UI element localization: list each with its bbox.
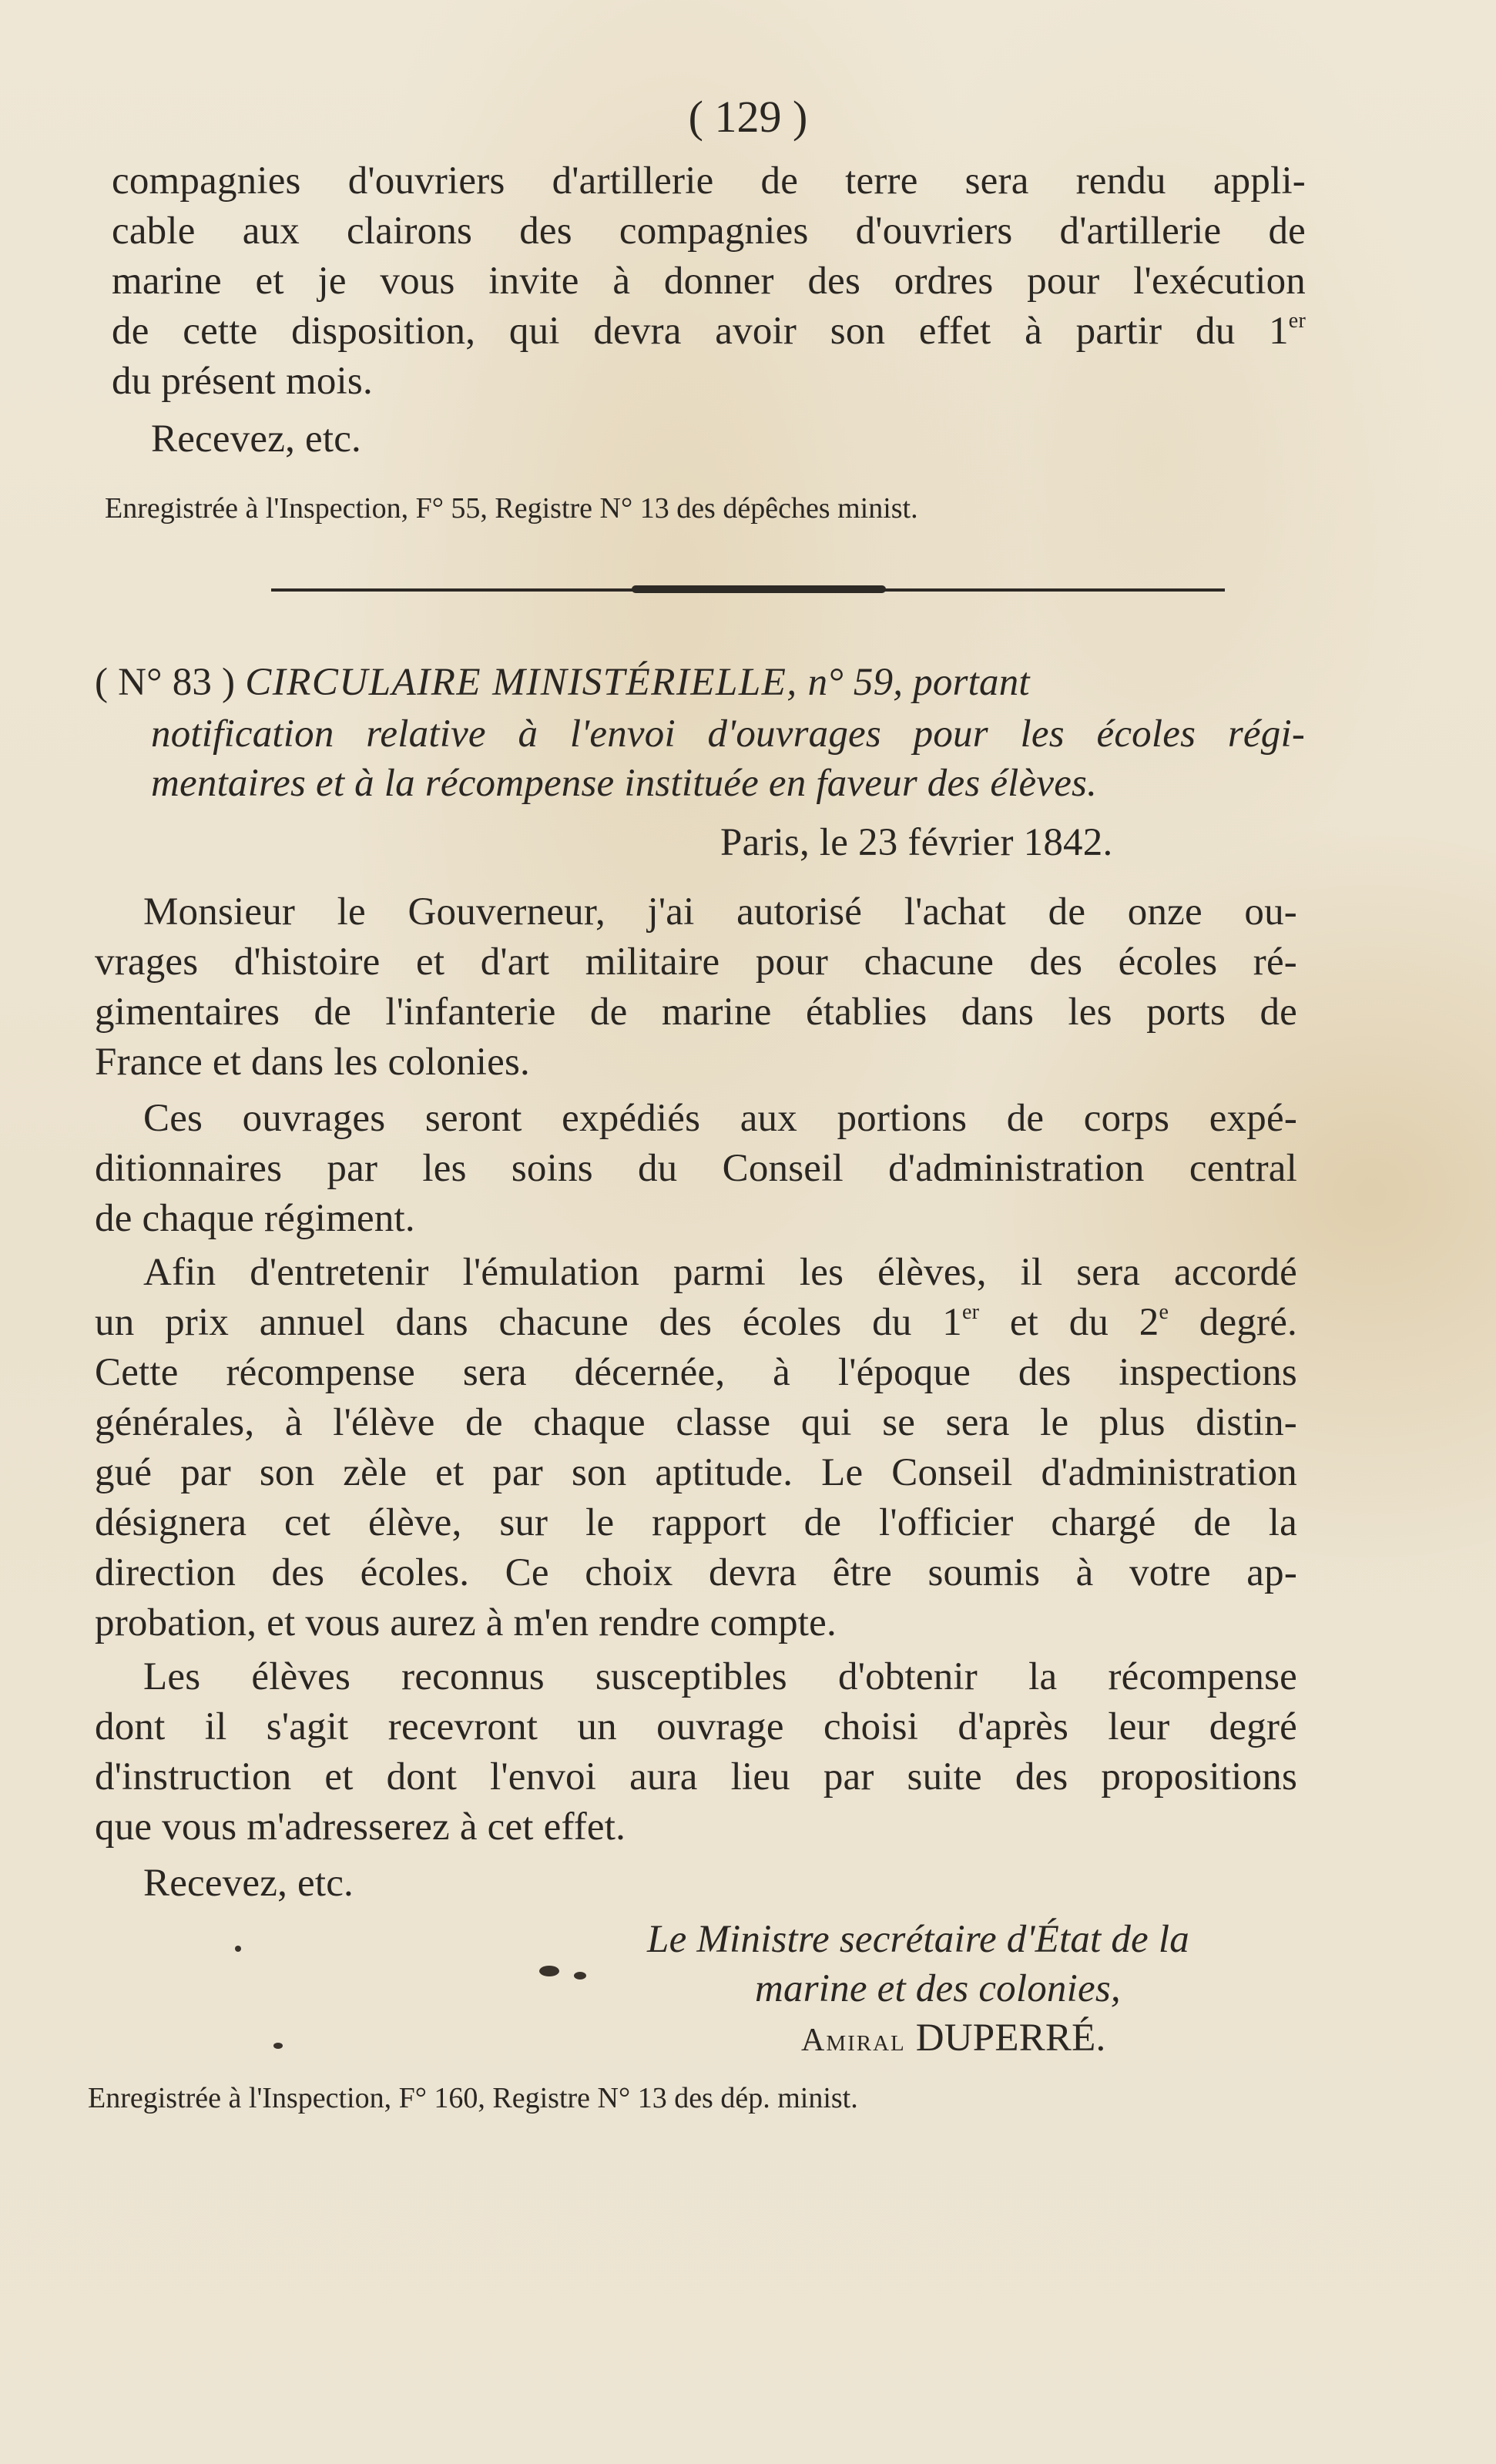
circular-heading-line-1: ( N° 83 ) CIRCULAIRE MINISTÉRIELLE, n° 59, portant — [95, 661, 1030, 704]
p4-line-3: d'instruction et dont l'envoi aura lieu par suite des propositions — [95, 1755, 1297, 1799]
signature-line-2: marine et des colonies, — [755, 1967, 1121, 2010]
p3-line-6: désignera cet élève, sur le rapport de l'officier chargé de la — [95, 1501, 1297, 1544]
registration-note-2: Enregistrée à l'Inspection, F° 160, Registre N° 13 des dép. minist. — [88, 2082, 858, 2114]
continuation-line-1: compagnies d'ouvriers d'artillerie de terre sera rendu appli- — [112, 159, 1306, 203]
signature-line-1: Le Ministre secrétaire d'État de la — [647, 1918, 1189, 1961]
dateline: Paris, le 23 février 1842. — [720, 821, 1113, 864]
p1-line-2: vrages d'histoire et d'art militaire pour chacune des écoles ré- — [95, 940, 1297, 984]
section-divider-ornament — [632, 585, 886, 593]
p3-line-4: générales, à l'élève de chaque classe qui se sera le plus distin- — [95, 1401, 1297, 1444]
p2-line-1: Ces ouvrages seront expédiés aux portions de corps expé- — [143, 1097, 1297, 1140]
circular-title: CIRCULAIRE MINISTÉRIELLE, — [245, 661, 798, 704]
p2-line-2: ditionnaires par les soins du Conseil d'administration central — [95, 1147, 1297, 1190]
p2-line-3: de chaque régiment. — [95, 1197, 415, 1240]
p3-line-1: Afin d'entretenir l'émulation parmi les élèves, il sera accordé — [143, 1251, 1297, 1294]
p3-line-3: Cette récompense sera décernée, à l'époque des inspections — [95, 1351, 1297, 1394]
signature-name: Amiral DUPERRÉ. — [801, 2016, 1106, 2060]
circular-serial: n° 59, — [807, 661, 904, 704]
circular-heading-line-2: notification relative à l'envoi d'ouvrages pour les écoles régi- — [151, 712, 1305, 756]
p4-line-2: dont il s'agit recevront un ouvrage choisi d'après leur degré — [95, 1705, 1297, 1748]
p4-line-4: que vous m'adresserez à cet effet. — [95, 1805, 626, 1849]
p3-line-8: probation, et vous aurez à m'en rendre compte. — [95, 1601, 837, 1644]
p1-line-3: gimentaires de l'infanterie de marine établies dans les ports de — [95, 991, 1297, 1034]
p1-line-1: Monsieur le Gouverneur, j'ai autorisé l'achat de onze ou- — [143, 890, 1297, 934]
continuation-line-2: cable aux clairons des compagnies d'ouvriers d'artillerie de — [112, 210, 1306, 253]
continuation-line-3: marine et je vous invite à donner des ordres pour l'exécution — [112, 260, 1306, 303]
closing-recevez-2: Recevez, etc. — [143, 1862, 354, 1905]
p3-line-7: direction des écoles. Ce choix devra être soumis à votre ap- — [95, 1551, 1297, 1594]
ink-smudge — [574, 1972, 586, 1980]
p1-line-4: France et dans les colonies. — [95, 1041, 531, 1084]
p4-line-1: Les élèves reconnus susceptibles d'obtenir la récompense — [143, 1655, 1297, 1698]
continuation-line-4: de cette disposition, qui devra avoir son effet à partir du 1er — [112, 308, 1306, 353]
continuation-line-5: du présent mois. — [112, 360, 373, 403]
circular-heading-line-3: mentaires et à la récompense instituée en faveur des élèves. — [151, 762, 1098, 805]
ink-smudge — [235, 1946, 241, 1952]
p3-line-5: gué par son zèle et par son aptitude. Le Conseil d'administration — [95, 1451, 1297, 1494]
ink-smudge — [539, 1966, 559, 1976]
registration-note-1: Enregistrée à l'Inspection, F° 55, Registre N° 13 des dépêches minist. — [105, 492, 918, 525]
p3-line-2: un prix annuel dans chacune des écoles du 1er et du 2e degré. — [95, 1299, 1298, 1344]
page-number: ( 129 ) — [688, 92, 808, 142]
closing-recevez-1: Recevez, etc. — [151, 417, 361, 461]
ink-smudge — [273, 2043, 283, 2049]
circular-number: ( N° 83 ) — [95, 661, 236, 704]
